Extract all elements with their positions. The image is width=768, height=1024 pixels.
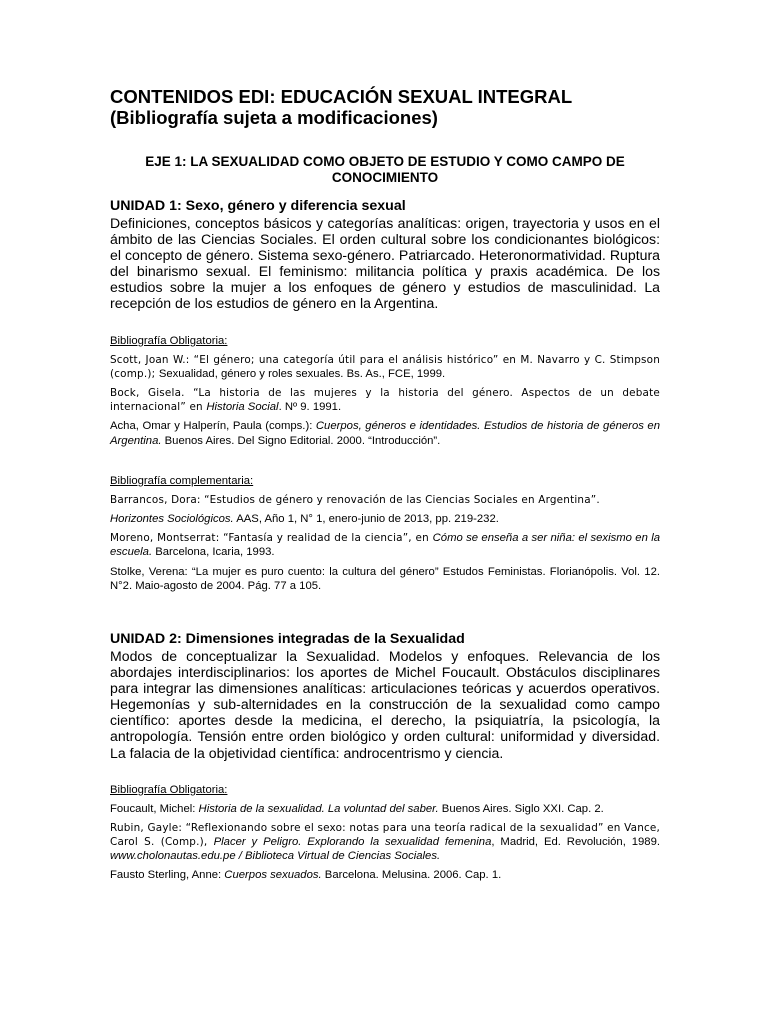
document-title-line1: CONTENIDOS EDI: EDUCACIÓN SEXUAL INTEGRAL [110, 86, 573, 107]
axis-title: EJE 1: LA SEXUALIDAD COMO OBJETO DE ESTUDIO Y COMO CAMPO DE CONOCIMIENTO [145, 154, 625, 185]
bib-entry-text: Bock, Gisela. “La historia de las mujeres y la historia del género. Aspectos de un debate internacional” en [110, 386, 660, 414]
unit-1-body: Definiciones, conceptos básicos y categorías analíticas: origen, trayectoria y usos en el ámbito de las Ciencias Sociales. El orden cultural sobre los condicionantes biológicos: el concepto de género. Sistema sexo-género. Patriarcado. Heteronormatividad. Ruptura del binarismo sexual. El feminismo: militancia política y praxis académica. De los estudios sobre la mujer a los enfoques de género y estudios de masculinidad. La recepción de los estudios de género en la Argentina. [110, 215, 660, 312]
bib-entry-text: Rubin, Gayle: “Reflexionando sobre el sexo: notas para una teoría radical de la sexualidad” en Vance, Carol S. (Comp.), [110, 821, 660, 849]
bib-entry-moreno [110, 531, 660, 559]
bib-entry-text: Sexualidad, género y roles sexuales. Bs. As., FCE, 1999. [158, 367, 446, 380]
unit-2-body: Modos de conceptualizar la Sexualidad. Modelos y enfoques. Relevancia de los abordajes interdisciplinarios: los aportes de Michel Foucault. Obstáculos disciplinares para integrar las dimensiones analíticas: articulaciones teóricas y acuerdos operativos. Hegemonías y sub-alternidades en la construcción de la sexualidad como campo científico: aportes desde la medicina, el derecho, la psiquiatría, la psicología, la antropología. Tensión entre orden biológico y orden cultural: uniformidad y diversidad. La falacia de la objetividad científica: androcentrismo y ciencia. [110, 648, 660, 761]
document-title-line2: (Bibliografía sujeta a modificaciones) [110, 107, 438, 128]
unit-2-title: UNIDAD 2: Dimensiones integradas de la Sexualidad [110, 631, 465, 647]
bib-entry-fausto-sterling [110, 868, 660, 882]
bib-entry-text: AAS, Año 1, N° 1, enero-junio de 2013, pp. 219-232. [233, 512, 499, 525]
bib-entry-italic: Historia Social [206, 401, 279, 414]
bib-entry-text: Acha, Omar y Halperín, Paula (comps.): [110, 420, 316, 433]
bib-entry-text: . Nº 9. 1991. [278, 401, 342, 414]
bib-entry-text: Moreno, Montserrat: “Fantasía y realidad de la ciencia”, en [110, 532, 433, 545]
bib-entry-text: Barcelona. Melusina. 2006. Cap. 1. [321, 869, 502, 882]
bib-entry-italic: Historia de la sexualidad. La voluntad del saber. [198, 802, 439, 815]
bib-entry-italic: Horizontes Sociológicos. [110, 512, 234, 525]
unit-2-mandatory-heading: Bibliografía Obligatoria: [110, 783, 228, 796]
bib-entry-scott [110, 353, 660, 381]
bib-entry-text: , Madrid, Ed. Revolución, 1989. [491, 836, 660, 849]
bib-entry-bock [110, 386, 660, 414]
unit-2-section [110, 631, 660, 883]
bib-entry-text: Fausto Sterling, Anne: [110, 869, 225, 882]
bib-entry-italic: Cómo se enseña a ser niña: el sexismo en la escuela. [110, 532, 660, 559]
bib-entry-text: Scott, Joan W.: “El género; una categoría útil para el análisis histórico” en M. Navarro y C. Stimpson (comp.); [110, 353, 660, 380]
unit-1-title: UNIDAD 1: Sexo, género y diferencia sexual [110, 198, 406, 214]
bib-entry-italic: Placer y Peligro. Explorando la sexualidad femenina [213, 836, 492, 849]
bib-entry-foucault [110, 802, 660, 816]
bib-entry-italic: Cuerpos sexuados. [224, 869, 322, 882]
bib-entry-text: Buenos Aires. Del Signo Editorial. 2000. “Introducción”. [161, 434, 441, 447]
bib-entry-text: Foucault, Michel: [110, 802, 199, 815]
bib-entry-text: Barrancos, Dora: “Estudios de género y renovación de las Ciencias Sociales en Argentina”. [110, 493, 600, 506]
bib-entry-italic: www.cholonautas.edu.pe / Biblioteca Virtual de Ciencias Sociales. [110, 850, 441, 863]
bib-entry-text: Barcelona, Icaria, 1993. [152, 546, 275, 559]
document-title [110, 86, 660, 128]
unit-1-complementary-heading: Bibliografía complementaria: [110, 474, 254, 487]
unit-1-mandatory-heading: Bibliografía Obligatoria: [110, 334, 228, 347]
bib-entry-barrancos [110, 493, 660, 507]
bib-entry-stolke [110, 565, 660, 593]
bib-entry-acha [110, 419, 660, 447]
bib-entry-rubin [110, 821, 660, 864]
unit-1-section [110, 198, 660, 593]
bib-entry-text: Stolke, Verena: “La mujer es puro cuento: la cultura del género” Estudos Feministas. Florianópolis. Vol. 12. N°2. Maio-agosto de 2004. Pág. 77 a 105. [110, 565, 660, 592]
bib-entry-text: Buenos Aires. Siglo XXI. Cap. 2. [438, 802, 604, 815]
bib-entry-italic: Cuerpos, géneros e identidades. Estudios de historia de géneros en Argentina. [110, 420, 660, 447]
bib-entry-horizontes [110, 512, 660, 526]
